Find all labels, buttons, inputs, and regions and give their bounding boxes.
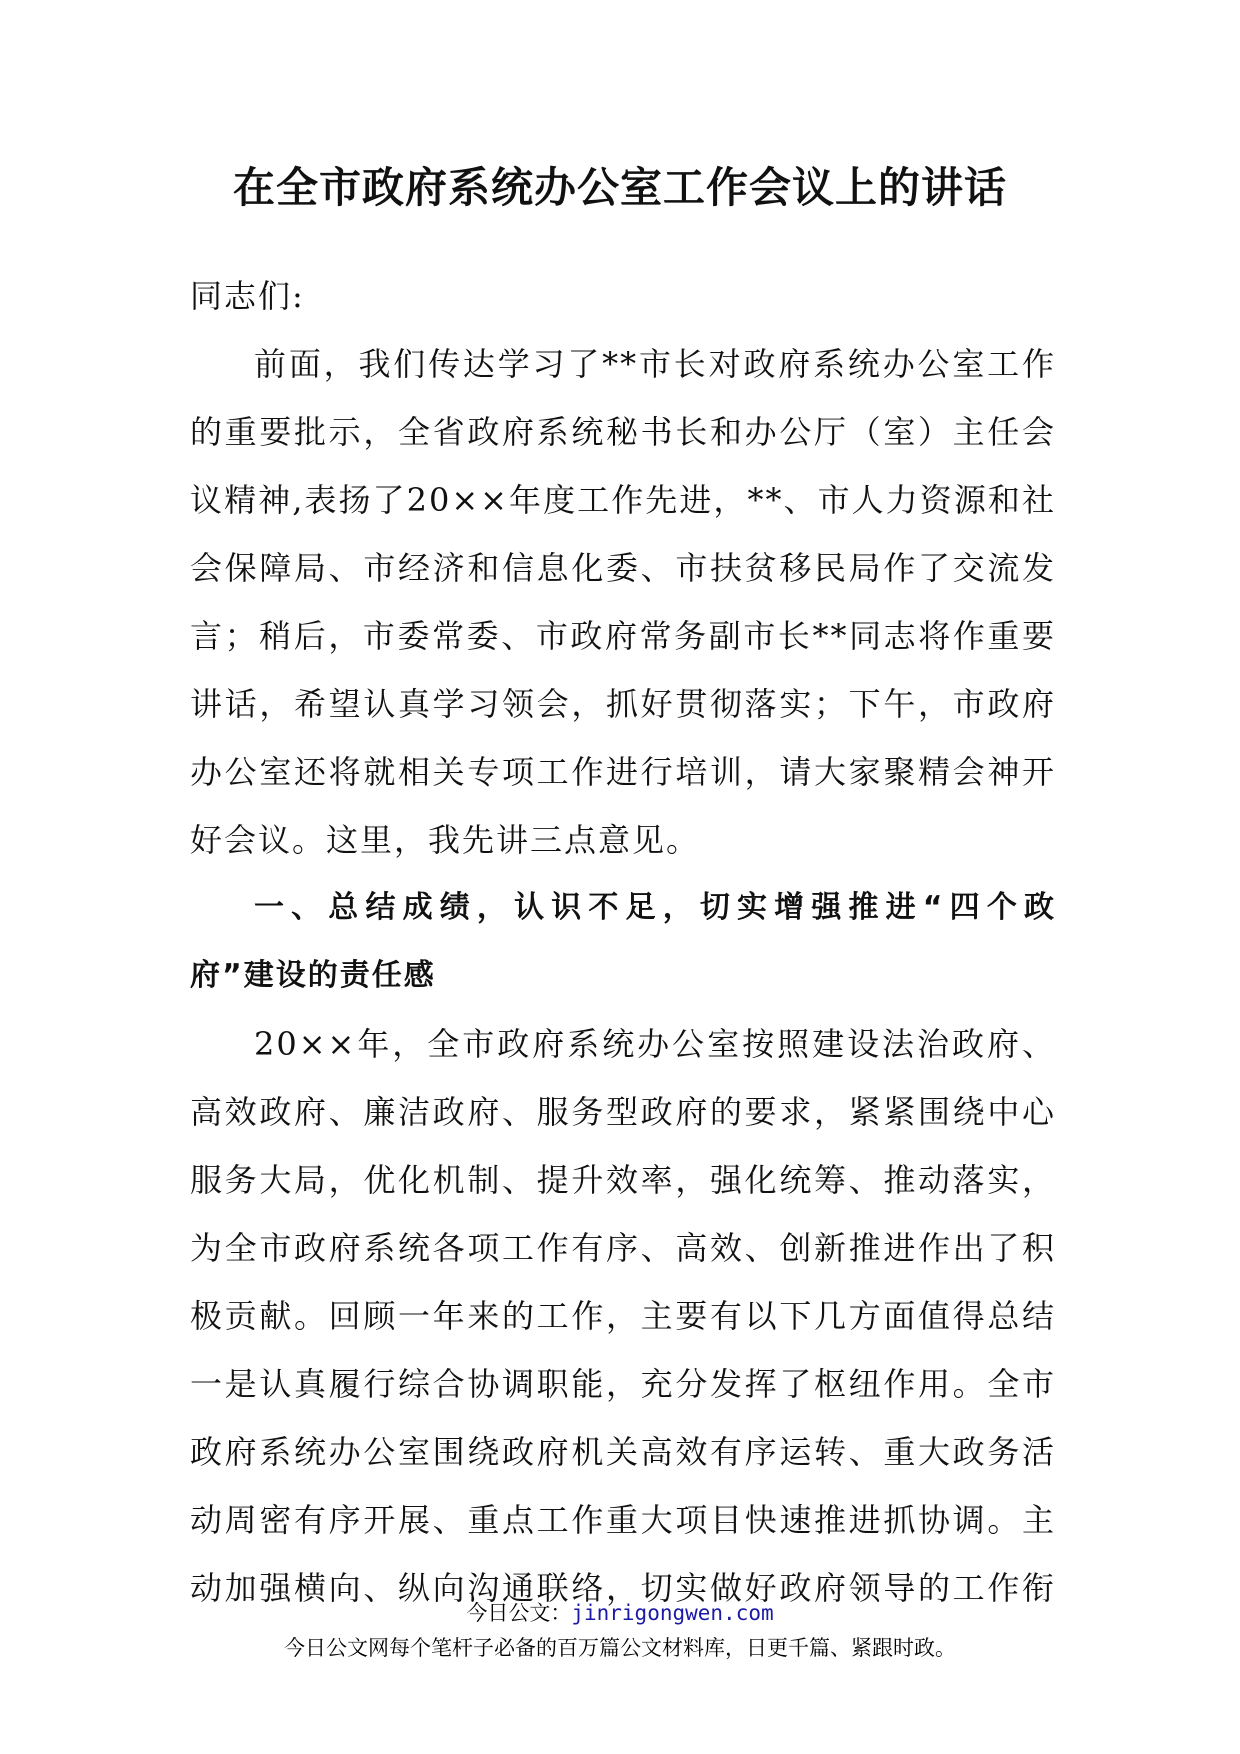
- footer-label: 今日公文：: [466, 1601, 572, 1625]
- paragraph-line: 动周密有序开展、重点工作重大项目快速推进抓协调。主: [190, 1501, 1056, 1539]
- paragraph-line: 20××年，全市政府系统办公室按照建设法治政府、: [254, 1025, 1056, 1063]
- paragraph-line: 一是认真履行综合协调职能，充分发挥了枢纽作用。全市: [190, 1365, 1056, 1403]
- paragraph-line: 会保障局、市经济和信息化委、市扶贫移民局作了交流发: [190, 549, 1056, 587]
- paragraph-line: 议精神,表扬了20××年度工作先进，**、市人力资源和社: [190, 481, 1056, 519]
- paragraph-line: 前面，我们传达学习了**市长对政府系统办公室工作: [254, 345, 1056, 383]
- paragraph-line: 办公室还将就相关专项工作进行培训，请大家聚精会神开: [190, 753, 1056, 791]
- paragraph-line: 极贡献。回顾一年来的工作，主要有以下几方面值得总结: [190, 1297, 1056, 1335]
- paragraph-line: 政府系统办公室围绕政府机关高效有序运转、重大政务活: [190, 1433, 1056, 1471]
- paragraph-line: 高效政府、廉洁政府、服务型政府的要求，紧紧围绕中心: [190, 1093, 1056, 1131]
- paragraph-line: 为全市政府系统各项工作有序、高效、创新推进作出了积: [190, 1229, 1056, 1267]
- footer-source: [0, 1599, 1240, 1627]
- section-heading-line: 府”建设的责任感: [190, 958, 436, 993]
- footer-slogan: 今日公文网每个笔杆子必备的百万篇公文材料库，日更千篇、紧跟时政。: [284, 1636, 956, 1660]
- paragraph-line: 的重要批示，全省政府系统秘书长和办公厅（室）主任会: [190, 413, 1056, 451]
- footer-url-link[interactable]: jinrigongwen.com: [571, 1601, 774, 1625]
- page-title: 在全市政府系统办公室工作会议上的讲话: [232, 163, 1007, 212]
- document-body: [190, 262, 1056, 1622]
- paragraph-line: 讲话，希望认真学习领会，抓好贯彻落实；下午，市政府: [190, 685, 1056, 723]
- paragraph-line: 动加强横向、纵向沟通联络，切实做好政府领导的工作衔: [190, 1569, 1056, 1607]
- section-heading-line: 一、总结成绩，认识不足，切实增强推进“四个政: [254, 890, 1056, 925]
- paragraph-line: 言；稍后，市委常委、市政府常务副市长**同志将作重要: [190, 617, 1056, 655]
- paragraph-line: 服务大局，优化机制、提升效率，强化统筹、推动落实，: [190, 1161, 1056, 1199]
- paragraph-line: 同志们:: [190, 277, 305, 315]
- paragraph-line: 好会议。这里，我先讲三点意见。: [190, 821, 701, 859]
